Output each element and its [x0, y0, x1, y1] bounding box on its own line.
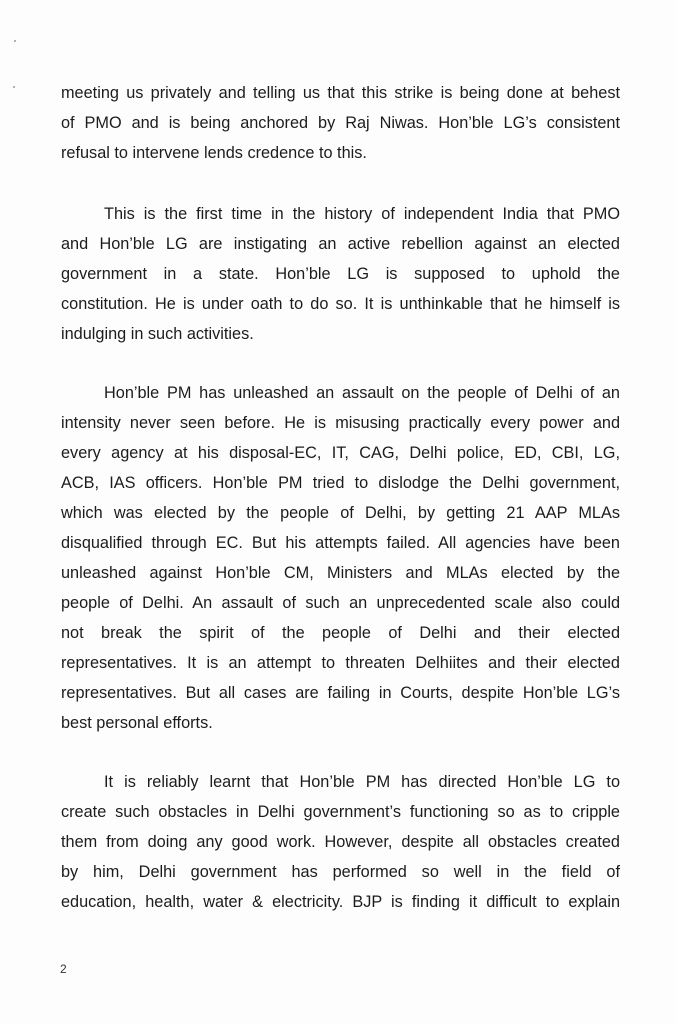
text-line: representatives. But all cases are failing in Courts, despite Hon’ble LG’s — [61, 684, 620, 702]
scan-speck — [13, 86, 15, 88]
text-line: not break the spirit of the people of Delhi and their elected — [61, 624, 620, 642]
text-line: constitution. He is under oath to do so. It is unthinkable that he himself is — [61, 295, 620, 313]
text-line: representatives. It is an attempt to threaten Delhiites and their elected — [61, 654, 620, 672]
paragraph-2 — [61, 199, 620, 349]
text-line: This is the first time in the history of independent India that PMO — [104, 205, 620, 223]
text-line: ACB, IAS officers. Hon’ble PM tried to dislodge the Delhi government, — [61, 474, 620, 492]
text-line: by him, Delhi government has performed so well in the field of — [61, 863, 620, 881]
paragraph-4 — [61, 767, 620, 917]
text-line: education, health, water & electricity. BJP is finding it difficult to explain — [61, 893, 620, 911]
text-line: every agency at his disposal-EC, IT, CAG, Delhi police, ED, CBI, LG, — [61, 444, 620, 462]
text-line: disqualified through EC. But his attempts failed. All agencies have been — [61, 534, 620, 552]
text-line: It is reliably learnt that Hon’ble PM has directed Hon’ble LG to — [104, 773, 620, 791]
text-line: which was elected by the people of Delhi, by getting 21 AAP MLAs — [61, 504, 620, 522]
scan-speck — [14, 40, 16, 42]
text-line: create such obstacles in Delhi government’s functioning so as to cripple — [61, 803, 620, 821]
text-line: of PMO and is being anchored by Raj Niwas. Hon’ble LG’s consistent — [61, 114, 620, 132]
text-line: government in a state. Hon’ble LG is supposed to uphold the — [61, 265, 620, 283]
text-line: indulging in such activities. — [61, 325, 254, 343]
paragraph-1 — [61, 78, 620, 168]
text-line: best personal efforts. — [61, 714, 213, 732]
text-line: meeting us privately and telling us that this strike is being done at behest — [61, 84, 620, 102]
text-line: and Hon’ble LG are instigating an active rebellion against an elected — [61, 235, 620, 253]
text-line: people of Delhi. An assault of such an unprecedented scale also could — [61, 594, 620, 612]
text-line: Hon’ble PM has unleashed an assault on the people of Delhi of an — [104, 384, 620, 402]
text-line: refusal to intervene lends credence to this. — [61, 144, 367, 162]
text-line: unleashed against Hon’ble CM, Ministers and MLAs elected by the — [61, 564, 620, 582]
paragraph-3 — [61, 378, 620, 738]
page-number: 2 — [60, 962, 67, 976]
text-line: them from doing any good work. However, despite all obstacles created — [61, 833, 620, 851]
text-line: intensity never seen before. He is misusing practically every power and — [61, 414, 620, 432]
